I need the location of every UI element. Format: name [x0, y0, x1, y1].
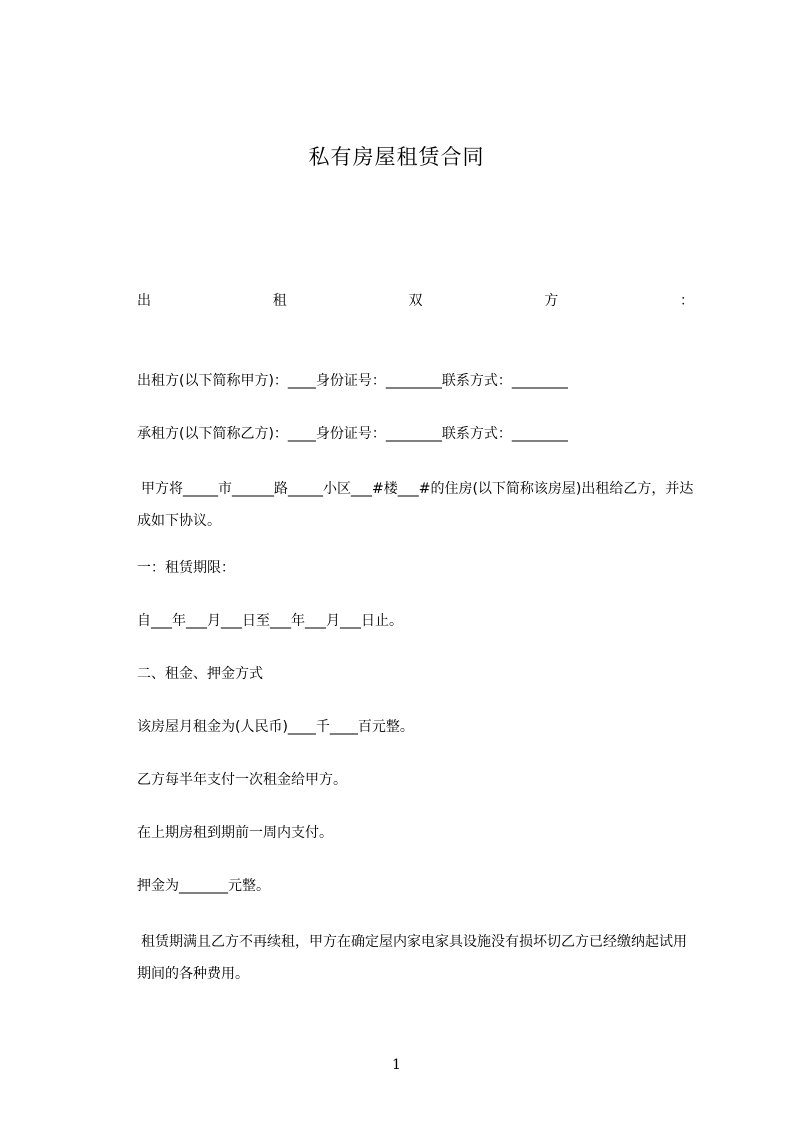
- expiry-paragraph: [137, 926, 700, 990]
- premises-text: 甲方将_____市______路_____小区___#楼___#的住房(以下简称该房屋)出租给乙方，并达成如下协议。: [137, 481, 694, 529]
- parties-heading-char: 双: [408, 293, 423, 309]
- deposit-line: 押金为_______元整。: [137, 878, 270, 894]
- payment-frequency-line: 乙方每半年支付一次租金给甲方。: [137, 772, 347, 788]
- parties-heading-char: 出: [137, 293, 151, 309]
- section1-heading: 一：租赁期限：: [137, 560, 235, 576]
- section2-heading: 二、租金、押金方式: [137, 666, 263, 682]
- parties-heading-char: 租: [272, 293, 287, 309]
- lessor-line: 出租方(以下简称甲方)：____身份证号：________联系方式：________: [137, 373, 568, 389]
- parties-heading: [137, 291, 694, 311]
- lessee-line: 承租方(以下简称乙方)：____身份证号：________联系方式：________: [137, 426, 568, 442]
- payment-timing-line: 在上期房租到期前一周内支付。: [137, 825, 333, 841]
- parties-heading-char: 方: [544, 293, 559, 309]
- document-title: 私有房屋租赁合同: [308, 145, 485, 169]
- parties-heading-char: ：: [680, 293, 694, 309]
- premises-paragraph: [137, 473, 700, 537]
- term-line: 自___年___月___日至___年___月___日止。: [137, 613, 403, 629]
- expiry-text: 租赁期满且乙方不再续租，甲方在确定屋内家电家具设施没有损坏切乙方已经缴纳起试用期间的各种费用。: [137, 934, 687, 982]
- rent-line: 该房屋月租金为(人民币)____千____百元整。: [137, 719, 414, 735]
- page-number: 1: [392, 1057, 401, 1073]
